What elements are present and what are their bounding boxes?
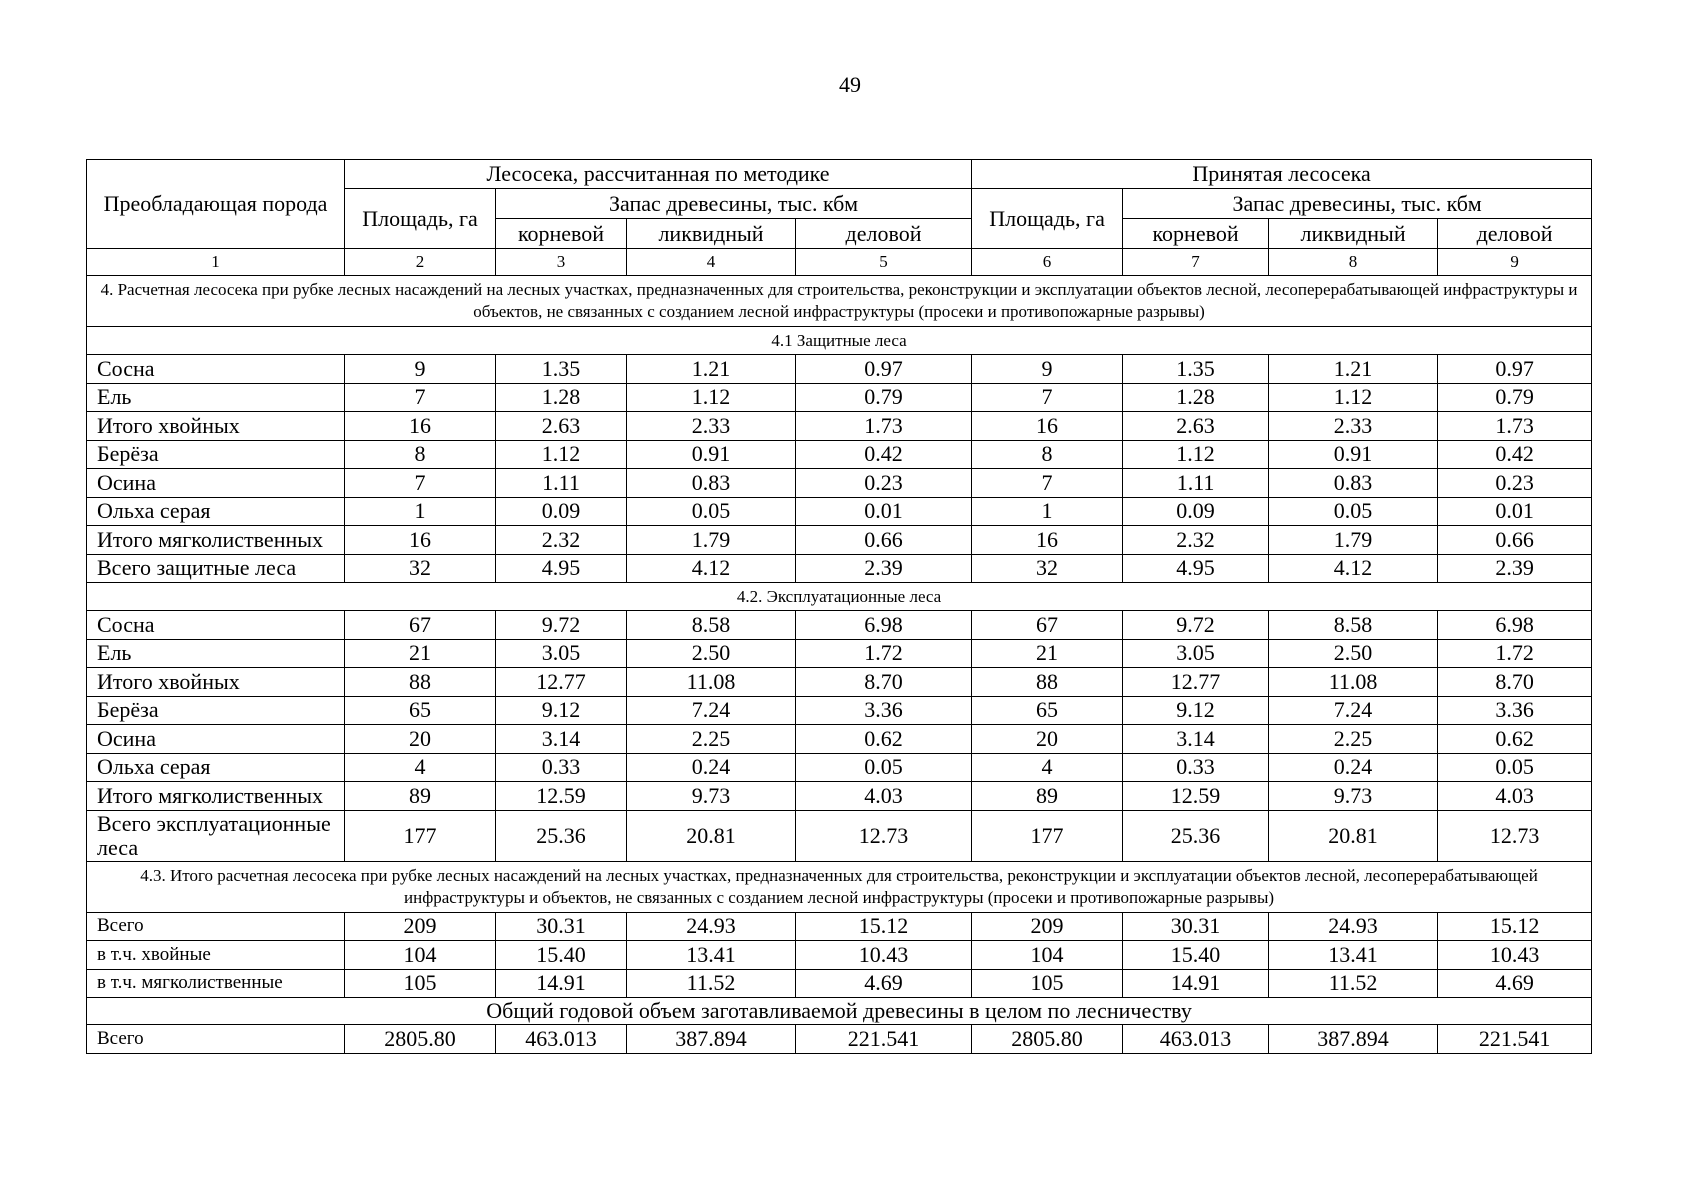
row-label: в т.ч. мягколиственные (87, 969, 345, 998)
table-cell: 7.24 (1269, 696, 1438, 725)
table-cell: 4.69 (1438, 969, 1592, 998)
table-cell: 8.58 (1269, 611, 1438, 640)
table-cell: 1.11 (1123, 469, 1269, 498)
column-number: 7 (1123, 249, 1269, 276)
table-cell: 3.36 (796, 696, 972, 725)
column-number: 6 (972, 249, 1123, 276)
column-number: 2 (345, 249, 496, 276)
table-cell: 2.25 (627, 725, 796, 754)
table-cell: 7 (345, 383, 496, 412)
row-label: в т.ч. хвойные (87, 941, 345, 970)
table-cell: 1.12 (1269, 383, 1438, 412)
table-cell: 21 (972, 639, 1123, 668)
table-cell: 65 (345, 696, 496, 725)
header-accepted-liquid: ликвидный (1269, 219, 1438, 249)
table-cell: 2.32 (1123, 526, 1269, 555)
overall-cell: 387.894 (1269, 1025, 1438, 1054)
table-row (87, 611, 1592, 640)
page-number: 49 (839, 72, 861, 97)
overall-cell: 221.541 (796, 1025, 972, 1054)
table-cell: 105 (972, 969, 1123, 998)
table-cell: 15.12 (796, 912, 972, 941)
overall-row-label: Всего (87, 1025, 345, 1054)
table-cell: 14.91 (496, 969, 627, 998)
table-cell: 0.97 (796, 355, 972, 384)
table-cell: 0.91 (627, 440, 796, 469)
table-cell: 20.81 (627, 810, 796, 861)
table-cell: 11.08 (1269, 668, 1438, 697)
row-label: Всего (87, 912, 345, 941)
table-cell: 16 (345, 412, 496, 441)
table-cell: 3.14 (1123, 725, 1269, 754)
table-cell: 4.95 (1123, 554, 1269, 583)
table-cell: 32 (345, 554, 496, 583)
table-cell: 4 (972, 753, 1123, 782)
row-label: Итого мягколиственных (87, 782, 345, 811)
table-cell: 12.77 (1123, 668, 1269, 697)
table-cell: 12.59 (1123, 782, 1269, 811)
table-cell: 65 (972, 696, 1123, 725)
table-row (87, 355, 1592, 384)
section-43-title: 4.3. Итого расчетная лесосека при рубке лесных насаждений на лесных участках, предназначенных для строительства, реконструкции и эксплуатации объектов лесной, лесоперерабатывающей инфраструктуры и объектов, не связанных с созданием лесной инфраструктуры (просеки и противопожарные разрывы) (87, 861, 1592, 912)
table-cell: 0.23 (796, 469, 972, 498)
table-cell: 1.21 (1269, 355, 1438, 384)
table-cell: 11.52 (627, 969, 796, 998)
overall-cell: 2805.80 (972, 1025, 1123, 1054)
table-cell: 88 (345, 668, 496, 697)
table-cell: 3.14 (496, 725, 627, 754)
table-cell: 0.09 (496, 497, 627, 526)
table-cell: 9 (345, 355, 496, 384)
table-cell: 10.43 (796, 941, 972, 970)
table-cell: 2.33 (1269, 412, 1438, 441)
table-row (87, 440, 1592, 469)
overall-cell: 463.013 (1123, 1025, 1269, 1054)
subsection-42-title: 4.2. Эксплуатационные леса (87, 583, 1592, 611)
table-cell: 7 (345, 469, 496, 498)
table-cell: 1.12 (627, 383, 796, 412)
table-cell: 1.79 (627, 526, 796, 555)
table-cell: 2.39 (796, 554, 972, 583)
table-cell: 0.62 (1438, 725, 1592, 754)
table-cell: 105 (345, 969, 496, 998)
table-cell: 7.24 (627, 696, 796, 725)
table-cell: 14.91 (1123, 969, 1269, 998)
table-cell: 0.09 (1123, 497, 1269, 526)
table-row (87, 969, 1592, 998)
column-number: 4 (627, 249, 796, 276)
table-cell: 13.41 (1269, 941, 1438, 970)
table-cell: 8.70 (1438, 668, 1592, 697)
row-label: Осина (87, 725, 345, 754)
table-cell: 6.98 (1438, 611, 1592, 640)
table-cell: 20.81 (1269, 810, 1438, 861)
table-cell: 67 (345, 611, 496, 640)
table-cell: 104 (972, 941, 1123, 970)
table-cell: 1.21 (627, 355, 796, 384)
table-cell: 0.42 (1438, 440, 1592, 469)
overall-cell: 463.013 (496, 1025, 627, 1054)
table-cell: 1.35 (496, 355, 627, 384)
table-cell: 30.31 (1123, 912, 1269, 941)
header-calc-group: Лесосека, рассчитанная по методике (345, 160, 972, 189)
table-cell: 0.83 (627, 469, 796, 498)
table-cell: 89 (972, 782, 1123, 811)
table-cell: 12.77 (496, 668, 627, 697)
table-cell: 9.73 (627, 782, 796, 811)
table-row (87, 469, 1592, 498)
table-cell: 25.36 (496, 810, 627, 861)
table-cell: 1 (345, 497, 496, 526)
table-cell: 9.72 (496, 611, 627, 640)
table-cell: 21 (345, 639, 496, 668)
table-cell: 1.28 (496, 383, 627, 412)
header-calc-root: корневой (496, 219, 627, 249)
table-cell: 177 (972, 810, 1123, 861)
table-cell: 3.05 (1123, 639, 1269, 668)
table-cell: 1.73 (796, 412, 972, 441)
table-cell: 0.79 (796, 383, 972, 412)
table-cell: 0.42 (796, 440, 972, 469)
table-cell: 0.23 (1438, 469, 1592, 498)
table-cell: 0.66 (1438, 526, 1592, 555)
table-cell: 1.12 (496, 440, 627, 469)
table-cell: 9.73 (1269, 782, 1438, 811)
overall-cell: 221.541 (1438, 1025, 1592, 1054)
row-label: Берёза (87, 440, 345, 469)
table-cell: 0.33 (1123, 753, 1269, 782)
row-label: Ель (87, 639, 345, 668)
table-cell: 0.97 (1438, 355, 1592, 384)
section-4-title: 4. Расчетная лесосека при рубке лесных насаждений на лесных участках, предназначенных для строительства, реконструкции и эксплуатации объектов лесной, лесоперерабатывающей инфраструктуры и объектов, не связанных с созданием лесной инфраструктуры (просеки и противопожарные разрывы) (87, 276, 1592, 327)
header-species: Преобладающая порода (87, 160, 345, 249)
table-cell: 16 (972, 412, 1123, 441)
header-calc-stock: Запас древесины, тыс. кбм (496, 189, 972, 219)
header-accepted-group: Принятая лесосека (972, 160, 1592, 189)
table-cell: 8.58 (627, 611, 796, 640)
table-cell: 11.52 (1269, 969, 1438, 998)
table-cell: 3.05 (496, 639, 627, 668)
column-number: 3 (496, 249, 627, 276)
table-cell: 2.39 (1438, 554, 1592, 583)
table-cell: 11.08 (627, 668, 796, 697)
table-cell: 104 (345, 941, 496, 970)
table-cell: 9.12 (496, 696, 627, 725)
table-cell: 0.05 (796, 753, 972, 782)
table-cell: 1.72 (1438, 639, 1592, 668)
table-cell: 1.11 (496, 469, 627, 498)
table-cell: 209 (972, 912, 1123, 941)
table-cell: 12.73 (1438, 810, 1592, 861)
table-cell: 12.59 (496, 782, 627, 811)
table-cell: 4.12 (627, 554, 796, 583)
table-cell: 4.03 (796, 782, 972, 811)
table-row (87, 810, 1592, 861)
table-cell: 15.40 (1123, 941, 1269, 970)
table-cell: 88 (972, 668, 1123, 697)
row-label: Ель (87, 383, 345, 412)
row-label: Всего эксплуатационные леса (87, 810, 345, 861)
row-label: Осина (87, 469, 345, 498)
table-cell: 0.33 (496, 753, 627, 782)
table-row (87, 554, 1592, 583)
table-cell: 1.73 (1438, 412, 1592, 441)
row-label: Итого мягколиственных (87, 526, 345, 555)
table-row (87, 912, 1592, 941)
header-calc-liquid: ликвидный (627, 219, 796, 249)
table-cell: 2.63 (1123, 412, 1269, 441)
table-cell: 4.69 (796, 969, 972, 998)
table-cell: 32 (972, 554, 1123, 583)
table-cell: 20 (345, 725, 496, 754)
header-accepted-stock: Запас древесины, тыс. кбм (1123, 189, 1592, 219)
table-cell: 2.50 (627, 639, 796, 668)
table-row (87, 383, 1592, 412)
table-cell: 15.40 (496, 941, 627, 970)
table-cell: 16 (345, 526, 496, 555)
table-cell: 24.93 (1269, 912, 1438, 941)
table-cell: 0.05 (1438, 753, 1592, 782)
table-row (87, 497, 1592, 526)
table-row (87, 753, 1592, 782)
table-cell: 0.01 (1438, 497, 1592, 526)
header-calc-area: Площадь, га (345, 189, 496, 249)
forest-cutting-table (86, 159, 1592, 1054)
table-row (87, 412, 1592, 441)
table-cell: 9 (972, 355, 1123, 384)
column-number-row (87, 249, 1592, 276)
table-cell: 16 (972, 526, 1123, 555)
table-cell: 0.24 (627, 753, 796, 782)
table-cell: 12.73 (796, 810, 972, 861)
table-cell: 6.98 (796, 611, 972, 640)
column-number: 8 (1269, 249, 1438, 276)
row-label: Ольха серая (87, 497, 345, 526)
table-cell: 1.12 (1123, 440, 1269, 469)
row-label: Итого хвойных (87, 668, 345, 697)
table-cell: 7 (972, 383, 1123, 412)
table-cell: 0.05 (1269, 497, 1438, 526)
column-number: 9 (1438, 249, 1592, 276)
table-cell: 8 (972, 440, 1123, 469)
table-cell: 2.33 (627, 412, 796, 441)
table-cell: 3.36 (1438, 696, 1592, 725)
table-cell: 209 (345, 912, 496, 941)
table-cell: 0.62 (796, 725, 972, 754)
header-calc-business: деловой (796, 219, 972, 249)
table-cell: 20 (972, 725, 1123, 754)
table-cell: 2.25 (1269, 725, 1438, 754)
table-cell: 1 (972, 497, 1123, 526)
table-cell: 13.41 (627, 941, 796, 970)
row-label: Сосна (87, 611, 345, 640)
row-label: Берёза (87, 696, 345, 725)
table-cell: 67 (972, 611, 1123, 640)
table-cell: 2.32 (496, 526, 627, 555)
header-accepted-root: корневой (1123, 219, 1269, 249)
table-cell: 1.79 (1269, 526, 1438, 555)
table-cell: 0.05 (627, 497, 796, 526)
column-number: 5 (796, 249, 972, 276)
overall-cell: 387.894 (627, 1025, 796, 1054)
table-cell: 1.72 (796, 639, 972, 668)
row-label: Всего защитные леса (87, 554, 345, 583)
table-row (87, 782, 1592, 811)
table-cell: 0.91 (1269, 440, 1438, 469)
table-cell: 25.36 (1123, 810, 1269, 861)
table-cell: 4 (345, 753, 496, 782)
table-cell: 9.72 (1123, 611, 1269, 640)
table-cell: 4.95 (496, 554, 627, 583)
table-row (87, 668, 1592, 697)
table-row (87, 696, 1592, 725)
table-cell: 8.70 (796, 668, 972, 697)
table-cell: 89 (345, 782, 496, 811)
table-cell: 24.93 (627, 912, 796, 941)
overall-total-row (87, 1025, 1592, 1054)
table-cell: 2.50 (1269, 639, 1438, 668)
header-accepted-area: Площадь, га (972, 189, 1123, 249)
subsection-41-title: 4.1 Защитные леса (87, 327, 1592, 355)
table-cell: 15.12 (1438, 912, 1592, 941)
table-cell: 4.12 (1269, 554, 1438, 583)
table-cell: 0.83 (1269, 469, 1438, 498)
row-label: Ольха серая (87, 753, 345, 782)
table-cell: 9.12 (1123, 696, 1269, 725)
table-cell: 1.35 (1123, 355, 1269, 384)
table-cell: 4.03 (1438, 782, 1592, 811)
table-row (87, 725, 1592, 754)
row-label: Итого хвойных (87, 412, 345, 441)
table-cell: 7 (972, 469, 1123, 498)
table-cell: 30.31 (496, 912, 627, 941)
table-row (87, 639, 1592, 668)
table-cell: 0.24 (1269, 753, 1438, 782)
table-cell: 0.79 (1438, 383, 1592, 412)
table-cell: 0.01 (796, 497, 972, 526)
table-cell: 8 (345, 440, 496, 469)
column-number: 1 (87, 249, 345, 276)
table-cell: 0.66 (796, 526, 972, 555)
overall-cell: 2805.80 (345, 1025, 496, 1054)
table-cell: 1.28 (1123, 383, 1269, 412)
overall-title: Общий годовой объем заготавливаемой древесины в целом по лесничеству (87, 998, 1592, 1025)
table-row (87, 941, 1592, 970)
table-cell: 177 (345, 810, 496, 861)
table-cell: 2.63 (496, 412, 627, 441)
table-cell: 10.43 (1438, 941, 1592, 970)
header-accepted-business: деловой (1438, 219, 1592, 249)
row-label: Сосна (87, 355, 345, 384)
table-row (87, 526, 1592, 555)
